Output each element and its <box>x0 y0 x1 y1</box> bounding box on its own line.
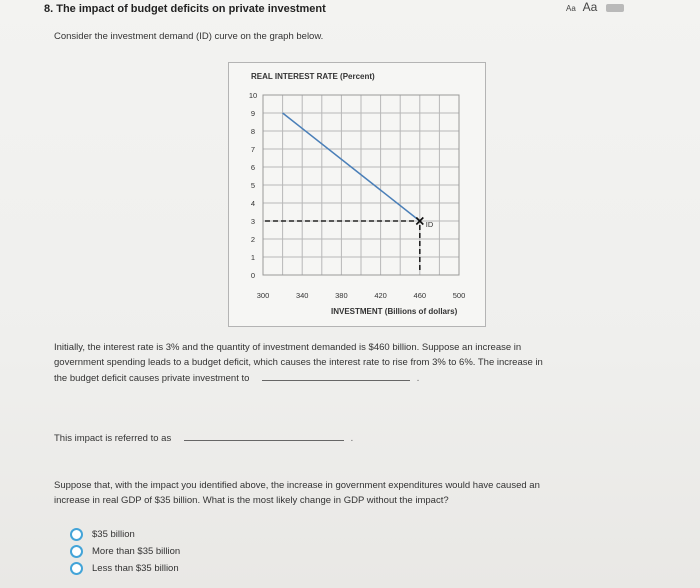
dashed-guides <box>265 221 420 273</box>
paragraph-line: government spending leads to a budget deficit, which causes the interest rate to rise from 3% to 6%. The increase in <box>54 357 543 368</box>
y-tick-label: 2 <box>250 235 256 244</box>
question-title: 8. The impact of budget deficits on private investment <box>44 3 326 15</box>
radio-button[interactable] <box>70 545 83 558</box>
x-tick-label: 460 <box>413 291 427 300</box>
paragraph-gdp <box>54 478 654 508</box>
x-tick-labels <box>257 291 466 300</box>
investment-demand-chart <box>229 63 485 326</box>
paragraph-impact <box>54 430 654 446</box>
x-axis-label: INVESTMENT (Billions of dollars) <box>331 307 458 316</box>
paragraph-line-text: the budget deficit causes private investment to <box>54 373 250 384</box>
option-label: $35 billion <box>92 529 135 540</box>
radio-button[interactable] <box>70 528 83 541</box>
dropdown-dot-icon: . <box>416 373 420 384</box>
y-tick-label: 1 <box>250 253 256 262</box>
grid <box>263 95 459 275</box>
curve-label: ID <box>425 220 434 229</box>
y-tick-label: 7 <box>250 145 256 154</box>
y-axis-label: REAL INTEREST RATE (Percent) <box>251 72 375 81</box>
answer-options <box>70 526 180 577</box>
y-tick-label: 6 <box>250 163 256 172</box>
graph-panel <box>228 62 486 327</box>
question-intro: Consider the investment demand (ID) curve on the graph below. <box>54 31 324 42</box>
print-icon[interactable] <box>606 4 624 12</box>
paragraph-line-text: This impact is referred to as <box>54 433 172 444</box>
y-tick-label: 3 <box>250 217 256 226</box>
font-smaller-button[interactable]: Aa <box>566 4 576 13</box>
y-tick-label: 4 <box>250 199 256 208</box>
paragraph-line <box>54 370 654 386</box>
font-size-controls <box>566 0 624 14</box>
paragraph-line: increase in real GDP of $35 billion. What is the most likely change in GDP without the impact? <box>54 495 449 506</box>
x-tick-label: 340 <box>295 291 309 300</box>
paragraph-line: Initially, the interest rate is 3% and the quantity of investment demanded is $460 billion. Suppose an increase in <box>54 342 522 353</box>
x-tick-label: 420 <box>374 291 387 300</box>
paragraph-line: Suppose that, with the impact you identified above, the increase in government expenditures would have caused an <box>54 480 540 491</box>
font-larger-button[interactable]: Aa <box>582 0 598 14</box>
radio-button[interactable] <box>70 562 83 575</box>
option-label: More than $35 billion <box>92 546 181 557</box>
impact-name-dropdown[interactable] <box>184 430 344 441</box>
x-tick-label: 300 <box>256 291 270 300</box>
option-35-billion[interactable] <box>70 526 180 543</box>
y-tick-label: 0 <box>250 271 256 280</box>
y-tick-labels <box>249 91 257 280</box>
paragraph-initial <box>54 340 654 386</box>
series-layer <box>283 113 434 229</box>
option-label: Less than $35 billion <box>92 563 179 574</box>
option-less-than-35[interactable] <box>70 560 180 577</box>
option-more-than-35[interactable] <box>70 543 180 560</box>
y-tick-label: 8 <box>250 127 256 136</box>
x-tick-label: 380 <box>335 291 348 300</box>
y-tick-label: 9 <box>250 109 256 118</box>
x-tick-label: 500 <box>452 291 466 300</box>
y-tick-label: 10 <box>248 91 258 100</box>
dropdown-dot-icon: . <box>350 433 354 444</box>
y-tick-label: 5 <box>250 181 256 190</box>
investment-change-dropdown[interactable] <box>262 370 410 381</box>
